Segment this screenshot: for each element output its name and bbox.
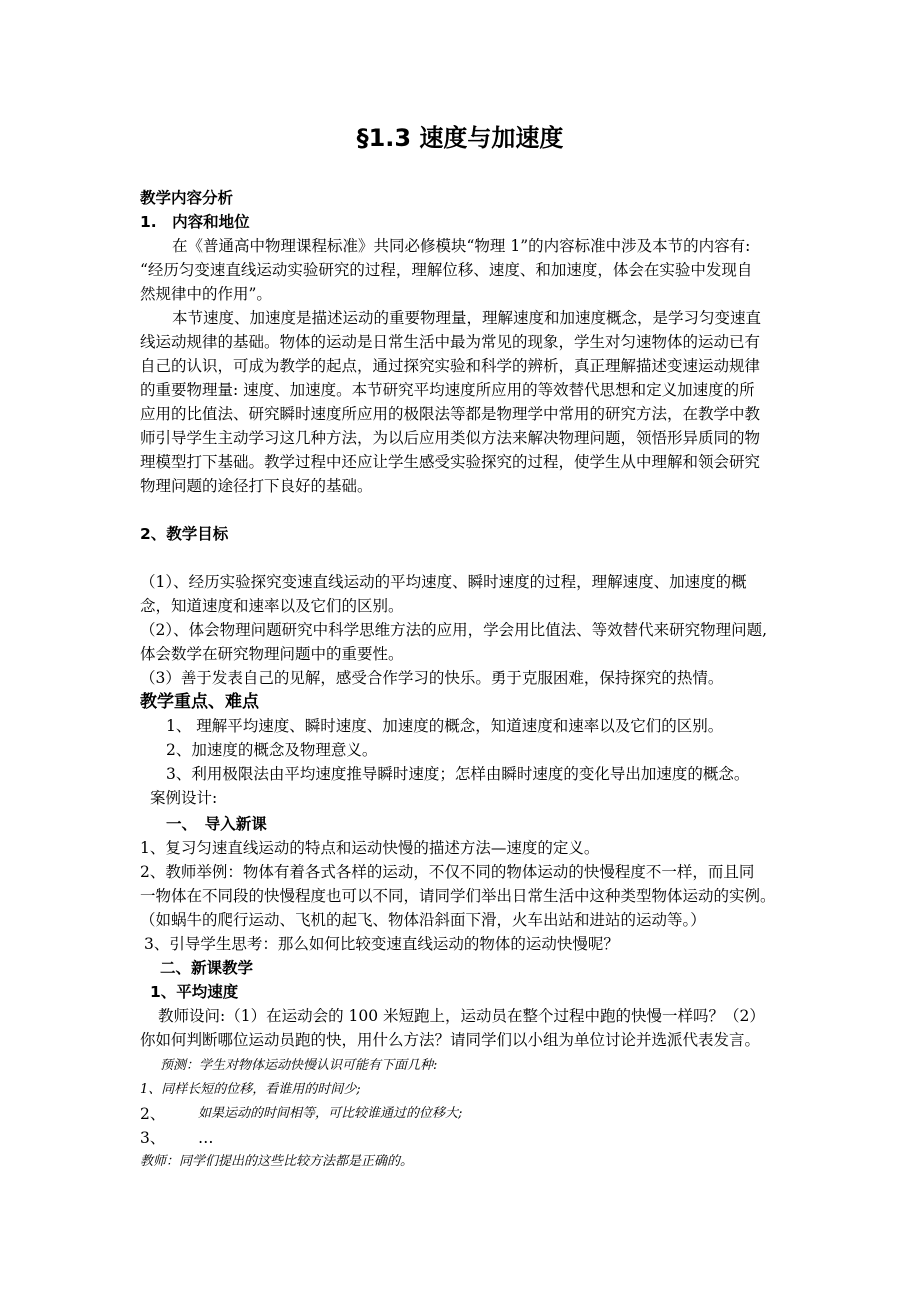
key-point-1: 1、 理解平均速度、瞬时速度、加速度的概念，知道速度和速率以及它们的区别。 [166, 717, 724, 735]
para2-line-2: 线运动规律的基础。物体的运动是日常生活中最为常见的现象，学生对匀速物体的运动已有 [140, 333, 761, 351]
case-design-label: 案例设计: [150, 789, 218, 807]
section-heading-key-points: 教学重点、难点 [140, 692, 259, 712]
para2-line-7: 理模型打下基础。教学过程中还应让学生感受实验探究的过程，使学生从中理解和领会研究 [140, 453, 761, 471]
para2-line-5: 应用的比值法、研究瞬时速度所应用的极限法等都是物理学中常用的研究方法，在教学中教 [140, 405, 761, 423]
goal-line-5: （3）善于发表自己的见解，感受合作学习的快乐。勇于克服困难，保持探究的热情。 [140, 669, 724, 687]
para2-line-4: 的重要物理量: 速度、加速度。本节研究平均速度所应用的等效替代思想和定义加速度的所 [140, 381, 755, 399]
section-heading-analysis: 教学内容分析 [140, 189, 234, 207]
prediction-1: 1、同样长短的位移，看谁用的时间少; [140, 1082, 361, 1097]
avg-speed-text-1: 教师设问:（1）在运动会的 100 米短跑上，运动员在整个过程中跑的快慢一样吗？（2） [158, 1007, 765, 1025]
subheading-content-position: 1. 内容和地位 [140, 213, 250, 231]
prediction-3-number: 3、 [140, 1129, 166, 1147]
teacher-note: 教师：同学们提出的这些比较方法都是正确的。 [140, 1154, 414, 1169]
para2-line-1: 本节速度、加速度是描述运动的重要物理量，理解速度和加速度概念，是学习匀变速直 [172, 309, 762, 327]
goal-line-4: 体会数学在研究物理问题中的重要性。 [140, 645, 404, 663]
goal-line-3: （2）、体会物理问题研究中科学思维方法的应用，学会用比值法、等效替代来研究物理问题, [140, 621, 768, 639]
para2-line-3: 自己的认识，可成为教学的起点，通过探究实验和科学的辨析，真正理解描述变速运动规律 [140, 357, 761, 375]
part1-item-2-example: （如蜗牛的爬行运动、飞机的起飞、物体沿斜面下滑，火车出站和进站的运动等。） [140, 911, 706, 929]
goal-line-1: （1）、经历实验探究变速直线运动的平均速度、瞬时速度的过程，理解速度、加速度的概 [140, 573, 747, 591]
para2-line-6: 师引导学生主动学习这几种方法，为以后应用类似方法来解决物理问题，领悟形异质同的物 [140, 429, 761, 447]
key-point-2: 2、加速度的概念及物理意义。 [166, 741, 378, 759]
part2-heading: 二、新课教学 [160, 959, 254, 977]
goal-line-2: 念，知道速度和速率以及它们的区别。 [140, 597, 404, 615]
prediction-intro: 预测：学生对物体运动快慢认识可能有下面几种: [160, 1058, 438, 1073]
part1-item-3: 3、引导学生思考：那么如何比较变速直线运动的物体的运动快慢呢？ [144, 935, 619, 953]
part1-item-2: 2、教师举例：物体有着各式各样的运动，不仅不同的物体运动的快慢程度不一样，而且同 [140, 863, 755, 881]
part1-heading: 一、 导入新课 [166, 815, 267, 833]
para1-line-2: “经历匀变速直线运动实验研究的过程，理解位移、速度、和加速度，体会在实验中发现自 [140, 261, 753, 279]
key-point-3: 3、利用极限法由平均速度推导瞬时速度；怎样由瞬时速度的变化导出加速度的概念。 [166, 765, 750, 783]
section-heading-goals: 2、教学目标 [140, 525, 229, 543]
prediction-3-text: … [198, 1129, 214, 1147]
avg-speed-text-2: 你如何判断哪位运动员跑的快，用什么方法？请同学们以小组为单位讨论并选派代表发言。 [140, 1031, 761, 1049]
para1-line-1: 在《普通高中物理课程标准》共同必修模块“物理 1”的内容标准中涉及本节的内容有: [172, 237, 751, 255]
para2-line-8: 物理问题的途径打下良好的基础。 [140, 477, 373, 495]
prediction-2-number: 2、 [140, 1105, 166, 1123]
part1-item-1: 1、复习匀速直线运动的特点和运动快慢的描述方法—速度的定义。 [140, 839, 600, 857]
para1-line-3: 然规律中的作用”。 [140, 285, 272, 303]
part1-item-2-cont: 一物体在不同段的快慢程度也可以不同，请同学们举出日常生活中这种类型物体运动的实例。 [140, 887, 776, 905]
page-title: §1.3 速度与加速度 [356, 124, 564, 152]
prediction-2-text: 如果运动的时间相等，可比较谁通过的位移大; [198, 1106, 463, 1121]
avg-speed-heading: 1、平均速度 [150, 983, 239, 1001]
